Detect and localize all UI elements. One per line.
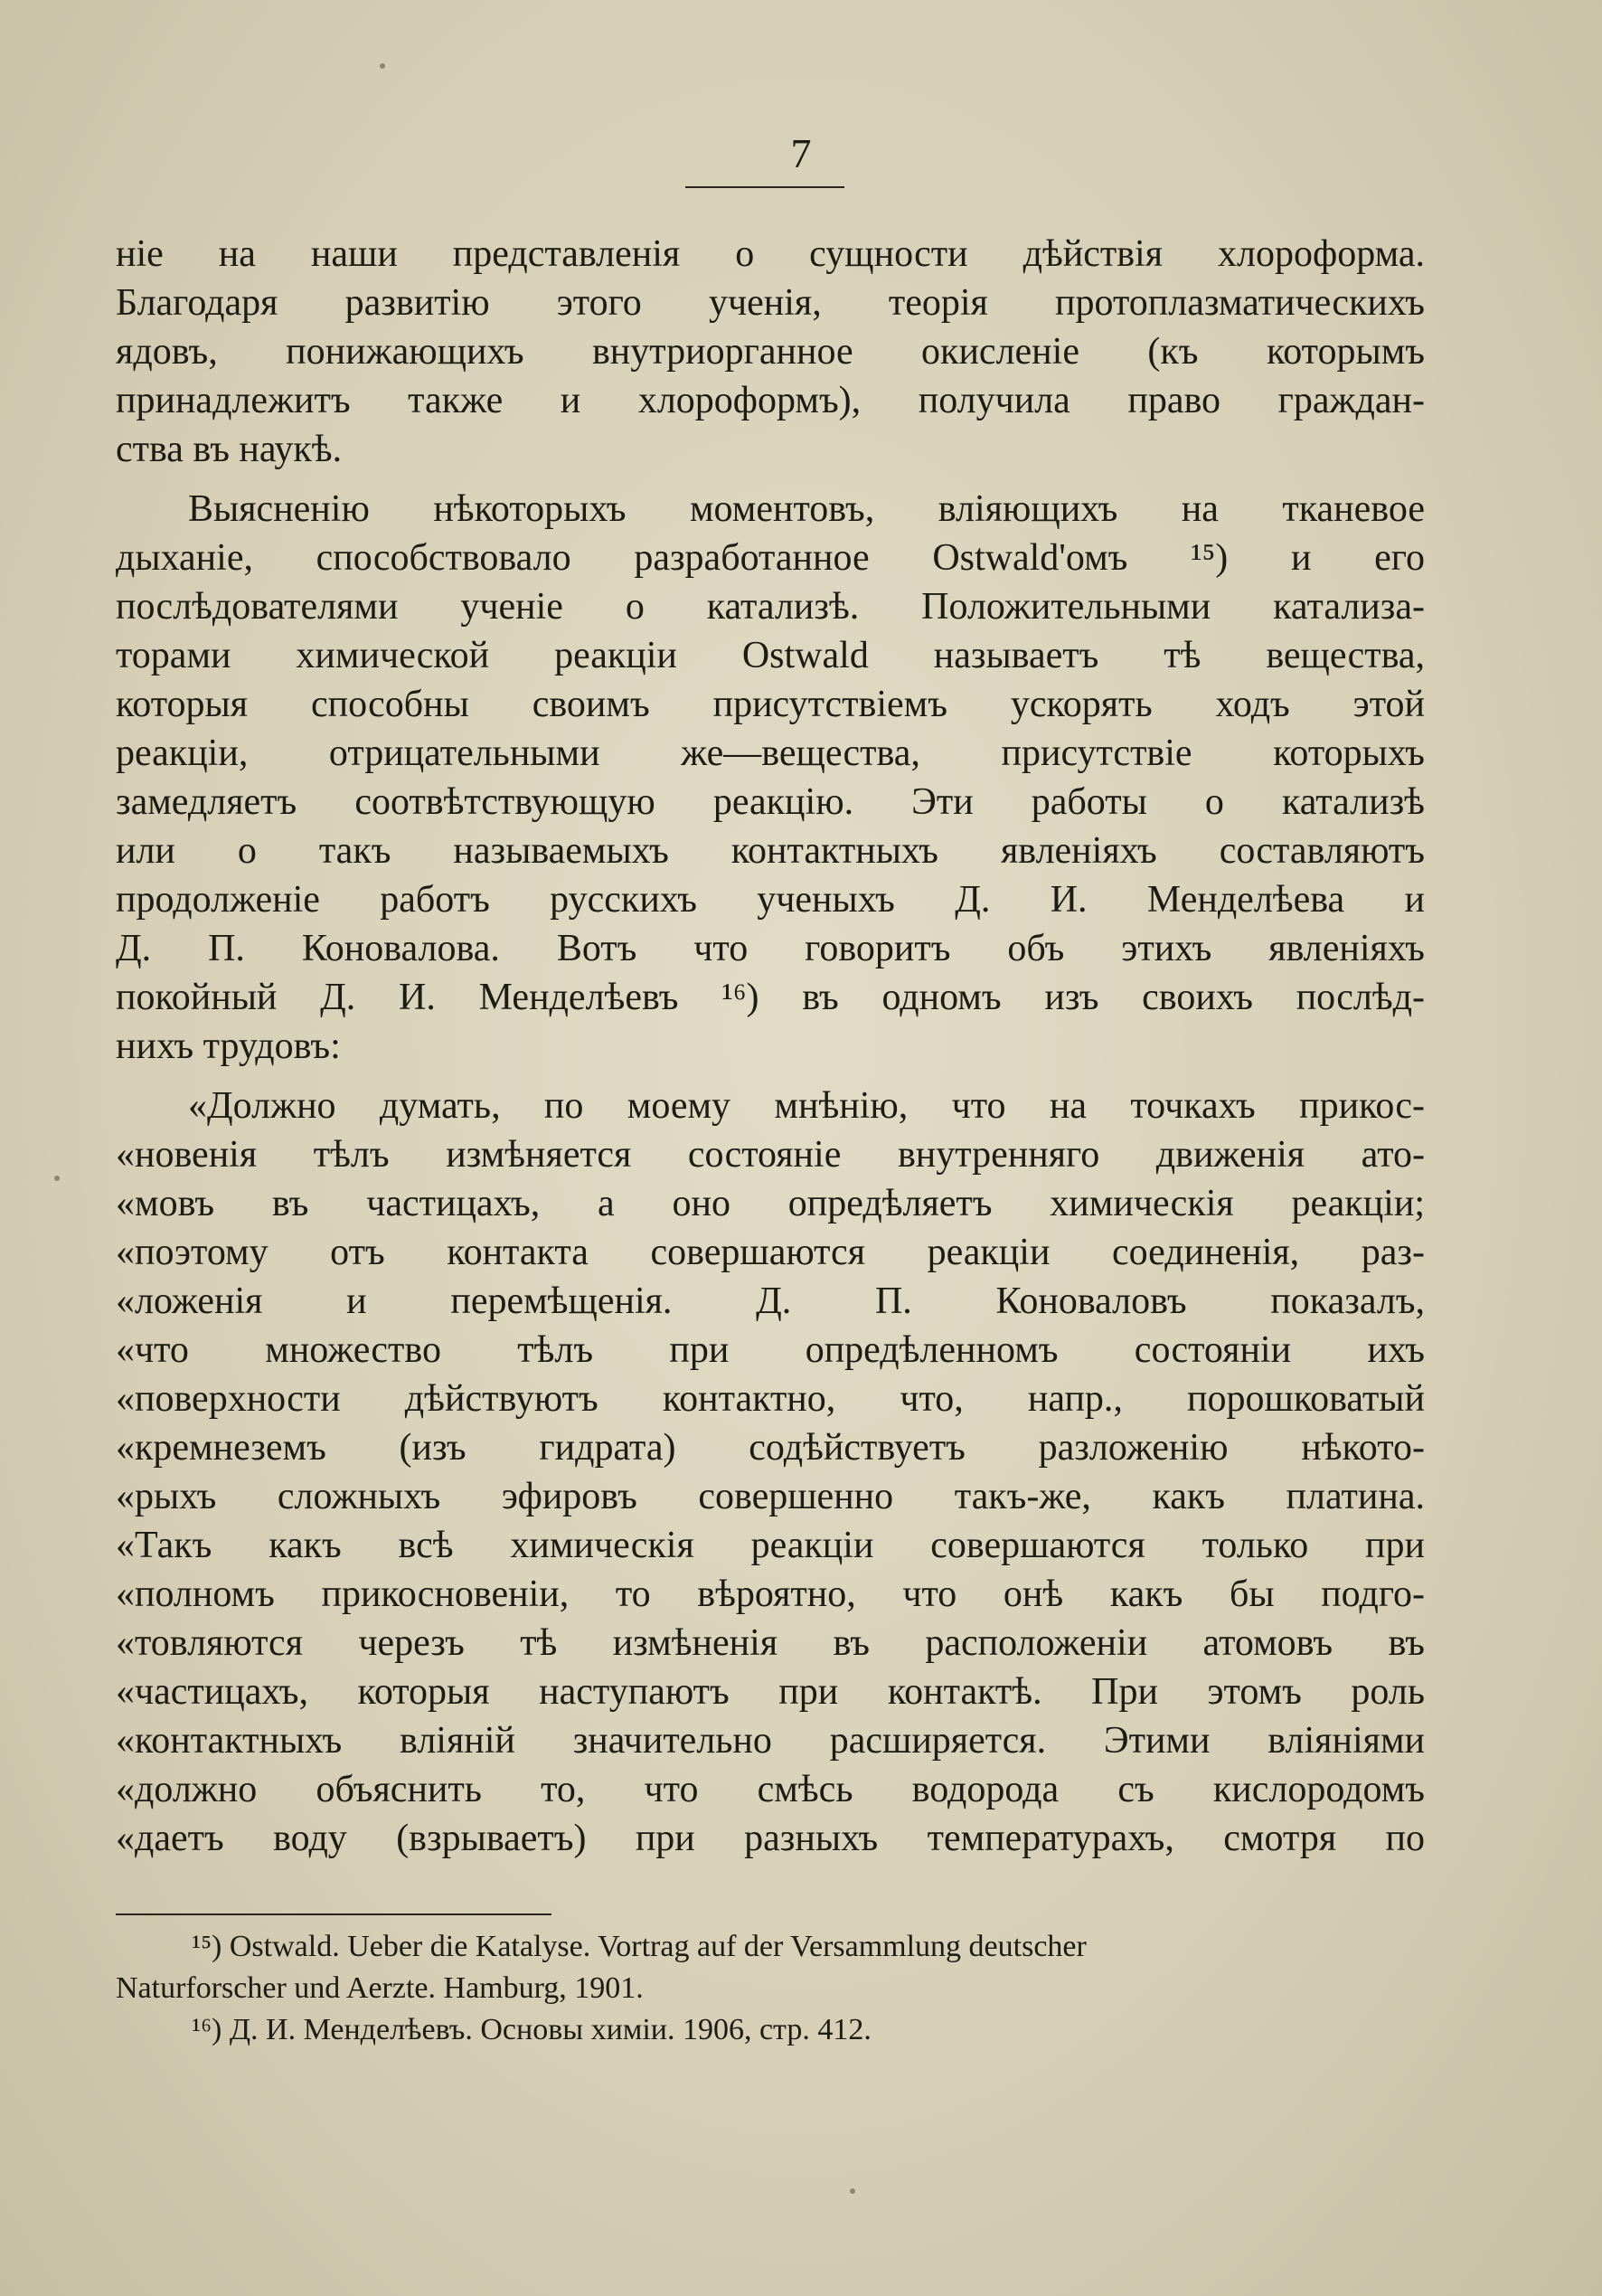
body-text [116,230,1425,1874]
text-line: послѣдователями ученіе о катализѣ. Положительными катализа- [116,586,1425,628]
footnote-rule [116,1913,551,1915]
text-line: или о такъ называемыхъ контактныхъ явленіяхъ составляютъ [116,830,1425,872]
text-line: «мовъ въ частицахъ, а оно опредѣляетъ химическія реакціи; [116,1183,1425,1224]
text-line: «должно объяснить то, что смѣсь водорода съ кислородомъ [116,1769,1425,1810]
paragraph-2 [116,485,1425,1071]
footnotes [116,1926,1425,2051]
text-line: принадлежитъ также и хлороформъ), получила право граждан- [116,380,1425,421]
page-number: 7 [790,130,812,176]
text-line: «контактныхъ вліяній значительно расширяется. Этими вліяніями [116,1720,1425,1762]
text-line: реакціи, отрицательными же—вещества, присутствіе которыхъ [116,732,1425,774]
footnote-15: ¹⁵) Ostwald. Ueber die Katalyse. Vortrag auf der Versammlung deutscher [192,1930,1087,1963]
text-line: «Такъ какъ всѣ химическія реакціи совершаются только при [116,1525,1425,1566]
text-line: торами химической реакціи Ostwald называетъ тѣ вещества, [116,635,1425,676]
text-line: замедляетъ соотвѣтствующую реакцію. Эти работы о катализѣ [116,781,1425,823]
footnote-15-continued: Naturforscher und Aerzte. Hamburg, 1901. [116,1971,644,2005]
text-line: ства въ наукѣ. [116,429,343,470]
page-number-rule [685,186,844,188]
text-line: покойный Д. И. Менделѣевъ ¹⁶) въ одномъ изъ своихъ послѣд- [116,977,1425,1018]
text-line: «Должно думать, по моему мнѣнію, что на точкахъ прикос- [188,1085,1425,1127]
text-line: дыханіе, способствовало разработанное Ostwald'омъ ¹⁵) и его [116,537,1425,579]
text-line: «полномъ прикосновеніи, то вѣроятно, что онѣ какъ бы подго- [116,1573,1425,1615]
paper-speck [380,63,385,69]
paragraph-3-quote [116,1082,1425,1863]
text-line: «рыхъ сложныхъ эфировъ совершенно такъ-же, какъ платина. [116,1476,1425,1517]
text-line: «ложенія и перемѣщенія. Д. П. Коноваловъ показалъ, [116,1280,1425,1322]
text-line: ніе на наши представленія о сущности дѣйствія хлороформа. [116,233,1425,275]
footnote-16: ¹⁶) Д. И. Менделѣевъ. Основы химіи. 1906, стр. 412. [192,2013,872,2046]
paragraph-1 [116,230,1425,474]
paper-speck [54,1176,60,1181]
text-line: «товляются черезъ тѣ измѣненія въ расположеніи атомовъ въ [116,1622,1425,1664]
text-line: Благодаря развитію этого ученія, теорія протоплазматическихъ [116,282,1425,324]
text-line: которыя способны своимъ присутствіемъ ускорять ходъ этой [116,684,1425,725]
text-line: Д. П. Коновалова. Вотъ что говоритъ объ этихъ явленіяхъ [116,928,1425,969]
text-line: продолженіе работъ русскихъ ученыхъ Д. И. Менделѣева и [116,879,1425,921]
text-line: ядовъ, понижающихъ внутриорганное окисленіе (къ которымъ [116,331,1425,373]
text-line: «даетъ воду (взрываетъ) при разныхъ температурахъ, смотря по [116,1818,1425,1859]
paper-speck [850,2188,855,2194]
text-line: «что множество тѣлъ при опредѣленномъ состояніи ихъ [116,1329,1425,1371]
text-line: «новенія тѣлъ измѣняется состояніе внутренняго движенія ато- [116,1134,1425,1176]
text-line: Выясненію нѣкоторыхъ моментовъ, вліяющихъ на тканевое [188,488,1425,530]
text-line: «поэтому отъ контакта совершаются реакціи соединенія, раз- [116,1232,1425,1273]
text-line: «поверхности дѣйствуютъ контактно, что, напр., порошковатый [116,1378,1425,1420]
text-line: «частицахъ, которыя наступаютъ при контактѣ. При этомъ роль [116,1671,1425,1713]
text-line: нихъ трудовъ: [116,1025,341,1067]
text-line: «кремнеземъ (изъ гидрата) содѣйствуетъ разложенію нѣкото- [116,1427,1425,1469]
